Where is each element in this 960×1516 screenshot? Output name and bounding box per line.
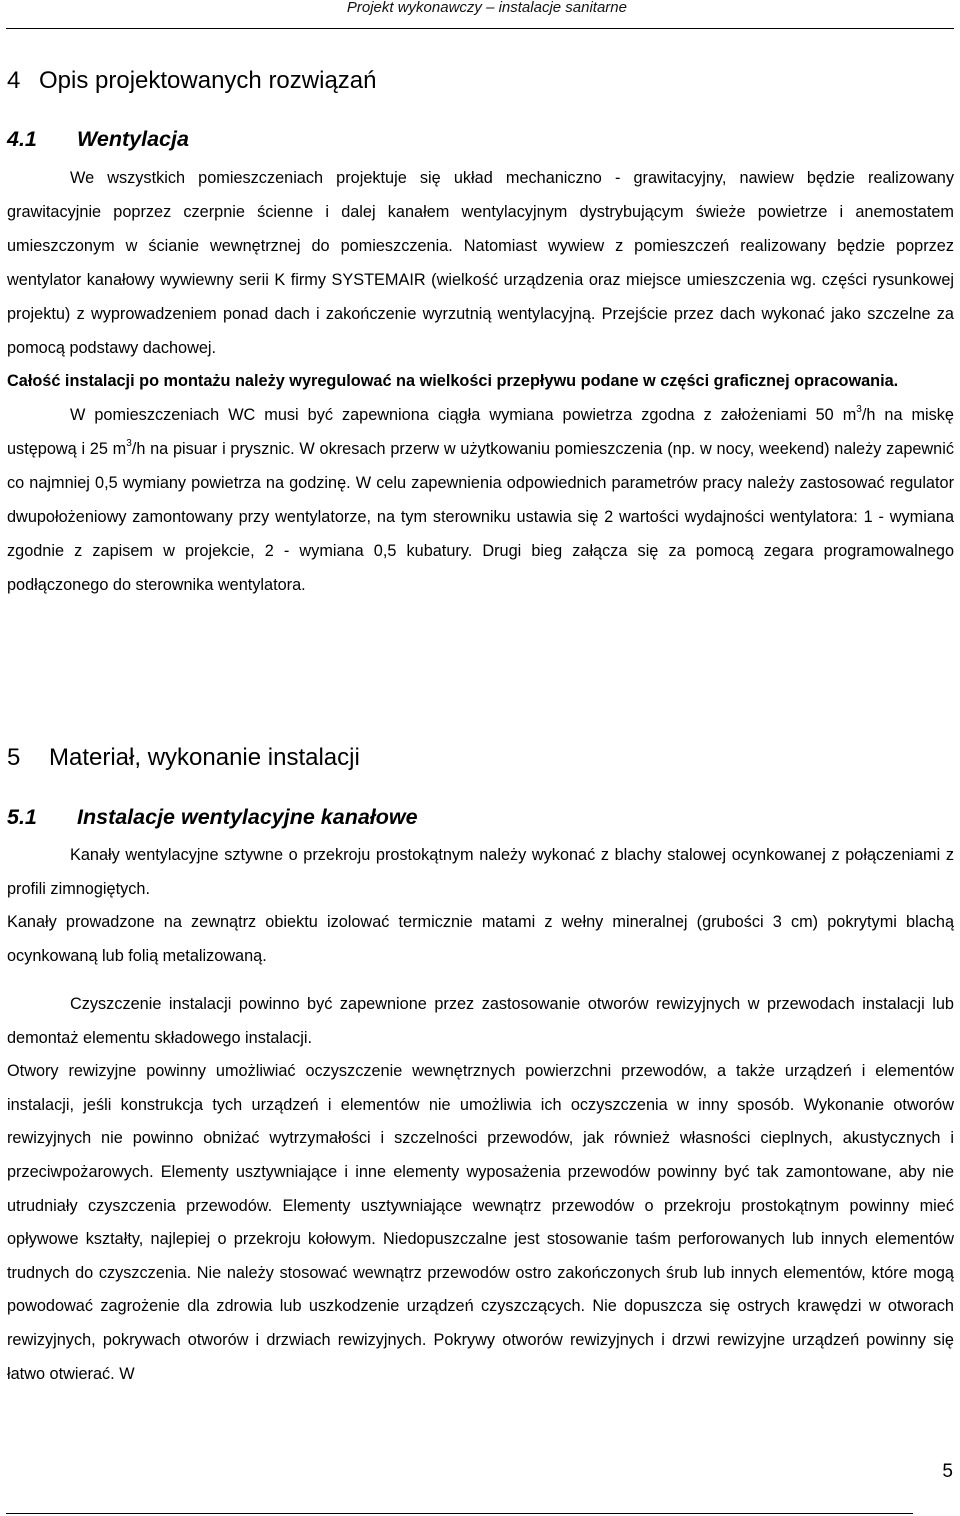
header-rule xyxy=(6,28,954,29)
paragraph-part: W pomieszczeniach WC musi być zapewniona ciągła wymiana powietrza zgodna z założeniami 50 m xyxy=(70,406,857,425)
page-header xyxy=(0,0,960,36)
section-4-heading xyxy=(7,66,377,96)
superscript: 3 xyxy=(126,437,132,449)
section-title: Materiał, wykonanie instalacji xyxy=(49,744,360,771)
subsection-number: 4.1 xyxy=(7,127,37,151)
paragraph: Czyszczenie instalacji powinno być zapewnione przez zastosowanie otworów rewizyjnych w przewodach instalacji lub demontaż elementu składowego instalacji. xyxy=(7,995,954,1047)
superscript: 3 xyxy=(856,403,862,415)
section-4-1-heading xyxy=(7,126,189,152)
section-5-heading xyxy=(7,743,360,773)
subsection-title: Wentylacja xyxy=(77,127,189,151)
section-number: 4 xyxy=(7,67,21,94)
running-title: Projekt wykonawczy – instalacje sanitarne xyxy=(346,0,627,16)
section-number: 5 xyxy=(7,744,21,771)
paragraph-bold: Całość instalacji po montażu należy wyregulować na wielkości przepływu podane w części graficznej opracowania. xyxy=(7,372,899,391)
subsection-title: Instalacje wentylacyjne kanałowe xyxy=(77,805,418,829)
subsection-number: 5.1 xyxy=(7,805,37,829)
paragraph-part: /h na pisuar i prysznic. W okresach przerw w użytkowaniu pomieszczenia (np. w nocy, weekend) należy zapewnić co najmniej 0,5 wymiany powietrza na godzinę. W celu zapewnienia odpowiednich parametrów pracy należy zastosować regulator dwupołożeniowy zamontowany przy wentylatorze, na tym sterowniku ustawia się 2 wartości wydajności wentylatora: 1 - wymiana zgodnie z zapisem w projekcie, 2 - wymiana 0,5 kubatury. Drugi bieg załącza się za pomocą zegara programowalnego podłączonego do sterownika wentylatora. xyxy=(7,440,954,594)
paragraph: Kanały prowadzone na zewnątrz obiektu izolować termicznie matami z wełny mineralnej (grubości 3 cm) pokrytymi blachą ocynkowaną lub folią metalizowaną. xyxy=(7,913,954,965)
section-5-1-body-continued xyxy=(7,988,954,1391)
section-title: Opis projektowanych rozwiązań xyxy=(39,67,377,94)
paragraph: Otwory rewizyjne powinny umożliwiać oczyszczenie wewnętrznych powierzchni przewodów, a także urządzeń i elementów instalacji, jeśli konstrukcja tych urządzeń i elementów nie umożliwia ich oczyszczenia w inny sposób. Wykonanie otworów rewizyjnych nie powinno obniżać wytrzymałości i szczelności przewodów, jak również własności cieplnych, akustycznych i przeciwpożarowych. Elementy usztywniające i inne elementy wyposażenia przewodów powinny być tak zamontowane, aby nie utrudniały czyszczenia przewodów. Elementy usztywniające wewnątrz przewodów o przekroju prostokątnym powinny mieć opływowe kształty, najlepiej o przekroju kołowym. Niedopuszczalne jest stosowanie taśm perforowanych lub innych elementów trudnych do czyszczenia. Nie należy stosować wewnątrz przewodów ostro zakończonych śrub lub innych elementów, które mogą powodować zagrożenie dla zdrowia lub uszkodzenie urządzeń czyszczących. Nie dopuszcza się ostrych krawędzi w otworach rewizyjnych, pokrywach otworów i drzwiach rewizyjnych. Pokrywy otworów rewizyjnych i drzwi rewizyjne urządzeń powinny się łatwo otwierać. W xyxy=(7,1062,954,1383)
section-5-1-body xyxy=(7,839,954,973)
paragraph-part: /h na miskę ustępową i 25 m xyxy=(7,406,954,459)
section-5-1-heading xyxy=(7,804,418,830)
paragraph: We wszystkich pomieszczeniach projektuje się układ mechaniczno - grawitacyjny, nawiew będzie realizowany grawitacyjnie poprzez czerpnie ścienne i dalej kanałem wentylacyjnym dystrybującym świeże powietrze i anemostatem umieszczonym w ścianie wewnętrznej do pomieszczenia. Natomiast wywiew z pomieszczeń realizowany będzie poprzez wentylator kanałowy wywiewny serii K firmy SYSTEMAIR (wielkość urządzenia oraz miejsce umieszczenia wg. części rysunkowej projektu) z wyprowadzeniem ponad dach i zakończenie wyrzutnią wentylacyjną. Przejście przez dach wykonać jako szczelne za pomocą podstawy dachowej. xyxy=(7,169,954,357)
page-number: 5 xyxy=(942,1461,953,1482)
paragraph: Kanały wentylacyjne sztywne o przekroju prostokątnym należy wykonać z blachy stalowej ocynkowanej z połączeniami z profili zimnogiętych. xyxy=(7,846,954,898)
footer-rule xyxy=(6,1513,913,1514)
section-4-1-body xyxy=(7,162,954,603)
